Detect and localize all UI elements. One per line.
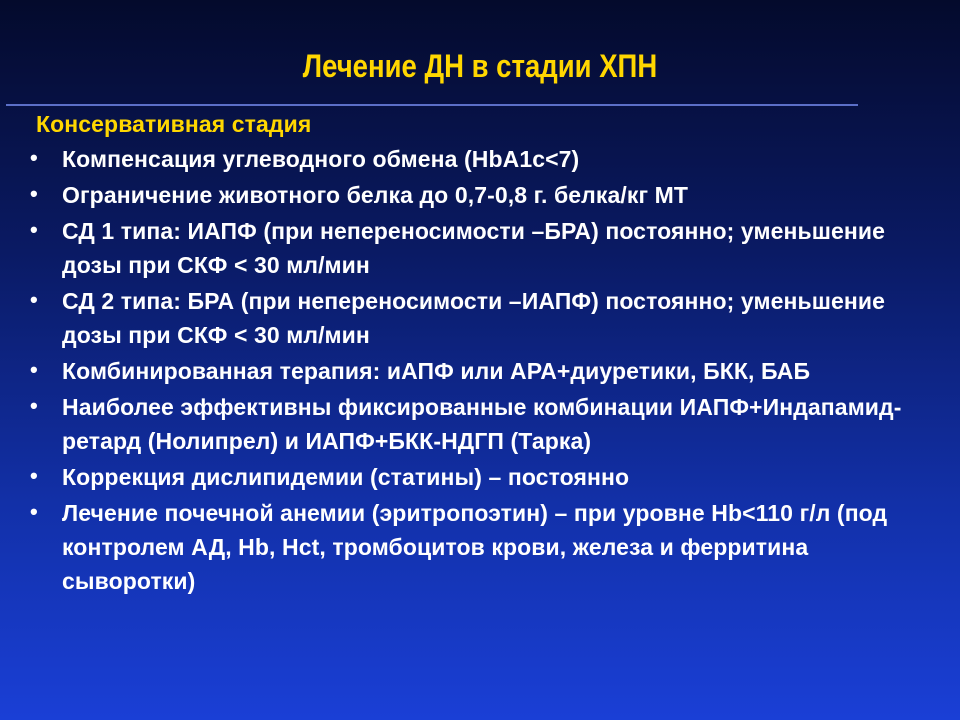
bullet-dot: • — [30, 393, 38, 418]
bullet-dot: • — [30, 145, 38, 170]
bullet-text: Наиболее эффективны фиксированные комбинации ИАПФ+Индапамид-ретард (Нолипрел) и ИАПФ+БКК-НДГП (Тарка) — [62, 394, 902, 454]
bullet-text: СД 2 типа: БРА (при непереносимости –ИАПФ) постоянно; уменьшение дозы при СКФ < 30 мл/мин — [62, 288, 885, 348]
bullet-text: Ограничение животного белка до 0,7-0,8 г. белка/кг МТ — [62, 182, 689, 208]
bullet-dot: • — [30, 463, 38, 488]
bullet-item — [0, 142, 960, 176]
bullet-dot: • — [30, 287, 38, 312]
bullet-item — [0, 354, 960, 388]
bullet-item — [0, 284, 960, 352]
bullet-text: Компенсация углеводного обмена (HbA1c<7) — [62, 146, 580, 172]
bullet-item — [0, 178, 960, 212]
bullet-dot: • — [30, 499, 38, 524]
bullet-text: Коррекция дислипидемии (статины) – постоянно — [62, 464, 630, 490]
bullet-text: Лечение почечной анемии (эритропоэтин) – при уровне Hb<110 г/л (под контролем АД, Hb, Hct, тромбоцитов крови, железа и ферритина сыворотки) — [62, 500, 888, 594]
bullet-item — [0, 496, 960, 598]
bullet-dot: • — [30, 357, 38, 382]
section-subtitle: Консервативная стадия — [36, 111, 312, 137]
bullet-list — [0, 142, 960, 600]
bullet-text: СД 1 типа: ИАПФ (при непереносимости –БРА) постоянно; уменьшение дозы при СКФ < 30 мл/мин — [62, 218, 885, 278]
slide-title: Лечение ДН в стадии ХПН — [302, 48, 658, 84]
bullet-item — [0, 460, 960, 494]
bullet-text: Комбинированная терапия: иАПФ или АРА+диуретики, БКК, БАБ — [62, 358, 811, 384]
bullet-dot: • — [30, 217, 38, 242]
bullet-dot: • — [30, 181, 38, 206]
bullet-item — [0, 214, 960, 282]
bullet-item — [0, 390, 960, 458]
title-divider — [6, 104, 858, 106]
